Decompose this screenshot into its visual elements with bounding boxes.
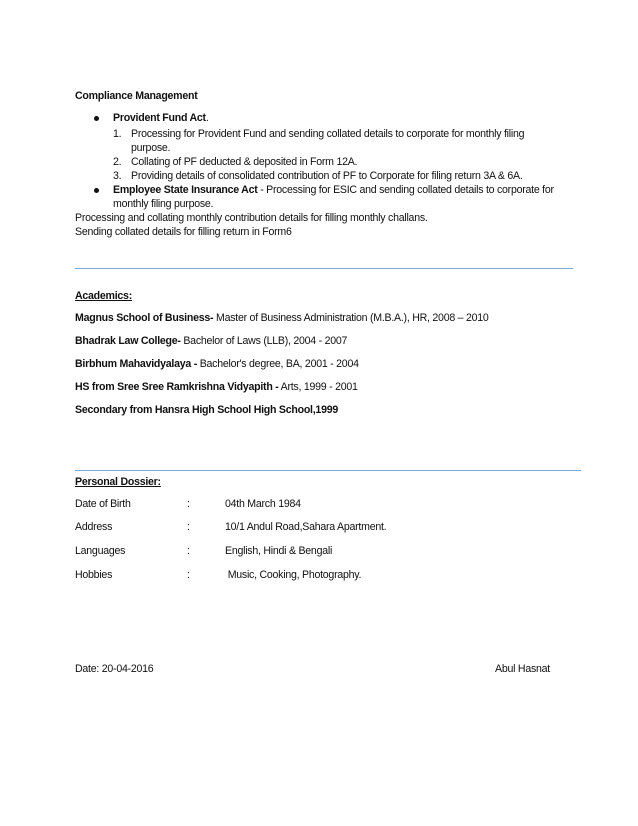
- degree-detail: Arts, 1999 - 2001: [278, 381, 358, 393]
- section-divider: [75, 268, 573, 269]
- signatory-name: Abul Hasnat: [495, 663, 550, 675]
- compliance-heading: Compliance Management: [75, 90, 198, 102]
- institution-name: Magnus School of Business-: [75, 312, 214, 324]
- dossier-separator: :: [187, 569, 190, 581]
- dossier-separator: :: [187, 545, 190, 557]
- academic-entry: [75, 357, 359, 371]
- bullet-icon: [94, 116, 99, 121]
- pf-act-label: Provident Fund Act: [113, 112, 206, 124]
- dossier-value: English, Hindi & Bengali: [225, 545, 333, 557]
- institution-name: Secondary from Hansra High School High School,1999: [75, 404, 338, 416]
- pf-item-number: 1.: [113, 128, 122, 140]
- pf-act-line: [113, 111, 209, 125]
- academic-entry: [75, 334, 347, 348]
- bullet-icon: [94, 188, 99, 193]
- academic-entry: [75, 403, 338, 417]
- compliance-paragraph: Processing and collating monthly contribution details for filling monthly challans.: [75, 212, 428, 224]
- dossier-label: Hobbies: [75, 569, 113, 581]
- institution-name: HS from Sree Sree Ramkrishna Vidyapith -: [75, 381, 279, 393]
- academic-entry: [75, 380, 358, 394]
- dossier-label: Date of Birth: [75, 498, 131, 510]
- degree-detail: Bachelor's degree, BA, 2001 - 2004: [197, 358, 359, 370]
- document-date: Date: 20-04-2016: [75, 663, 154, 675]
- institution-name: Birbhum Mahavidyalaya -: [75, 358, 198, 370]
- dossier-label: Address: [75, 521, 113, 533]
- personal-heading: Personal Dossier:: [75, 476, 161, 488]
- degree-detail: Bachelor of Laws (LLB), 2004 - 2007: [180, 335, 348, 347]
- dossier-value: 04th March 1984: [225, 498, 301, 510]
- dossier-label: Languages: [75, 545, 126, 557]
- pf-item-number: 3.: [113, 170, 122, 182]
- compliance-paragraph: Sending collated details for filling return in Form6: [75, 226, 292, 238]
- pf-item-text-cont: purpose.: [131, 142, 171, 154]
- pf-item-number: 2.: [113, 156, 122, 168]
- esi-act-text: - Processing for ESIC and sending collated details to corporate for: [257, 184, 554, 196]
- academics-heading: Academics:: [75, 290, 132, 302]
- academic-entry: [75, 311, 489, 325]
- esi-act-label: Employee State Insurance Act: [113, 184, 258, 196]
- dossier-separator: :: [187, 498, 190, 510]
- dossier-separator: :: [187, 521, 190, 533]
- esi-act-text-cont: monthly filing purpose.: [113, 198, 214, 210]
- section-divider: [75, 470, 581, 471]
- institution-name: Bhadrak Law College-: [75, 335, 181, 347]
- degree-detail: Master of Business Administration (M.B.A.), HR, 2008 – 2010: [213, 312, 489, 324]
- dossier-value: Music, Cooking, Photography.: [225, 569, 362, 581]
- pf-item-text: Processing for Provident Fund and sending collated details to corporate for monthly filing: [131, 128, 525, 140]
- esi-act-line: [113, 183, 554, 197]
- dossier-value: 10/1 Andul Road,Sahara Apartment.: [225, 521, 387, 533]
- pf-item-text: Collating of PF deducted & deposited in Form 12A.: [131, 156, 358, 168]
- pf-item-text: Providing details of consolidated contribution of PF to Corporate for filing return 3A & 6A.: [131, 170, 523, 182]
- pf-act-suffix: .: [205, 112, 209, 124]
